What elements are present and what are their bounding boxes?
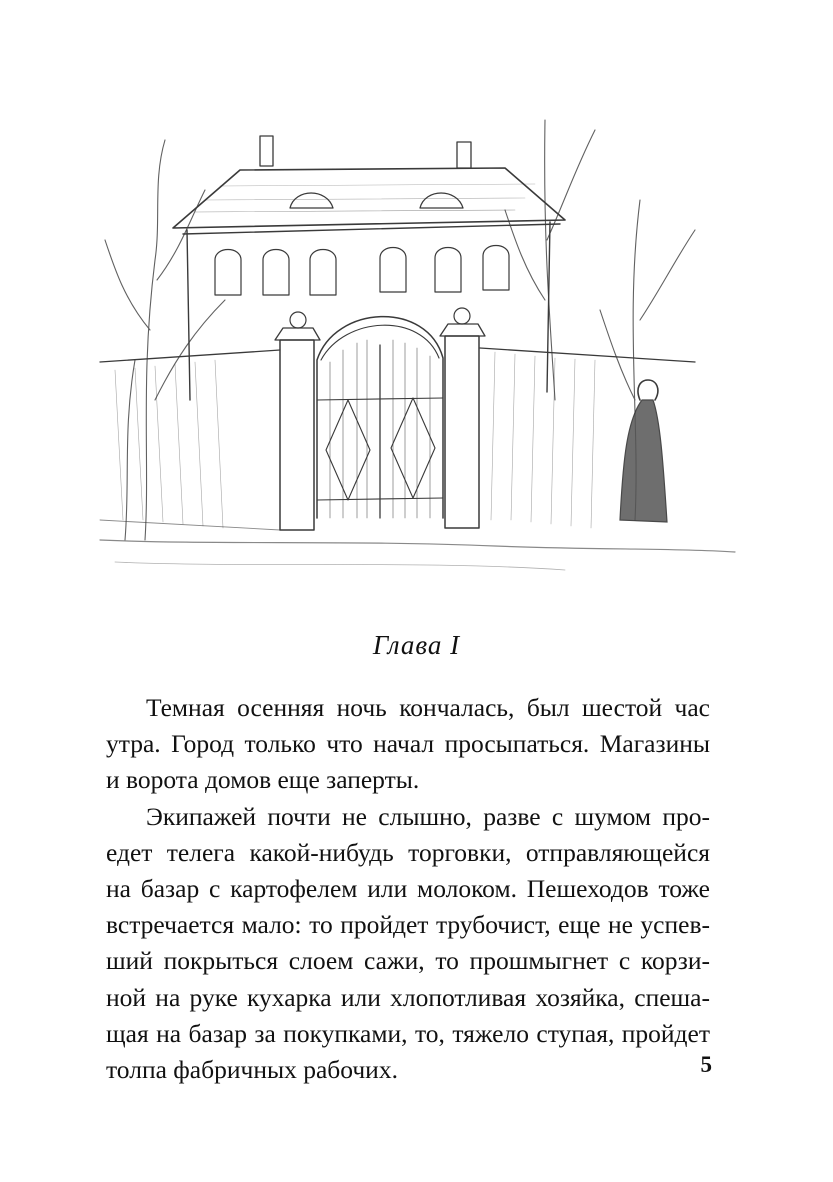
chapter-heading: Глава I <box>372 630 461 660</box>
text-line: едет телега какой-нибудь торговки, отправляющейся <box>106 837 710 867</box>
text-line: Темная осенняя ночь кончалась, был шестой час <box>146 693 710 722</box>
text-line: на базар с картофелем или молоком. Пешеходов тоже <box>106 874 710 904</box>
text-line: толпа фабричных рабочих. <box>106 1055 398 1085</box>
text-line: встречается мало: то пройдет трубочист, еще не успев- <box>106 910 710 940</box>
paragraph <box>106 690 710 799</box>
page-number: 5 <box>700 1052 712 1077</box>
text-line: ший покрыться слоем сажи, то прошмыгнет с корзи- <box>106 946 710 976</box>
paragraph <box>106 799 710 1089</box>
text-line: Экипажей почти не слышно, разве с шумом про- <box>146 801 710 831</box>
chapter-text <box>106 690 710 1088</box>
text-line: щая на базар за покупками, то, тяжело ступая, пройдет <box>106 1018 710 1048</box>
chapter-illustration <box>95 100 745 580</box>
text-line: утра. Город только что начал просыпаться. Магазины <box>106 729 710 759</box>
text-line: ной на руке кухарка или хлопотливая хозяйка, спеша- <box>106 982 710 1012</box>
text-line: и ворота домов еще заперты. <box>106 765 420 795</box>
house-gate-sketch <box>95 100 745 580</box>
